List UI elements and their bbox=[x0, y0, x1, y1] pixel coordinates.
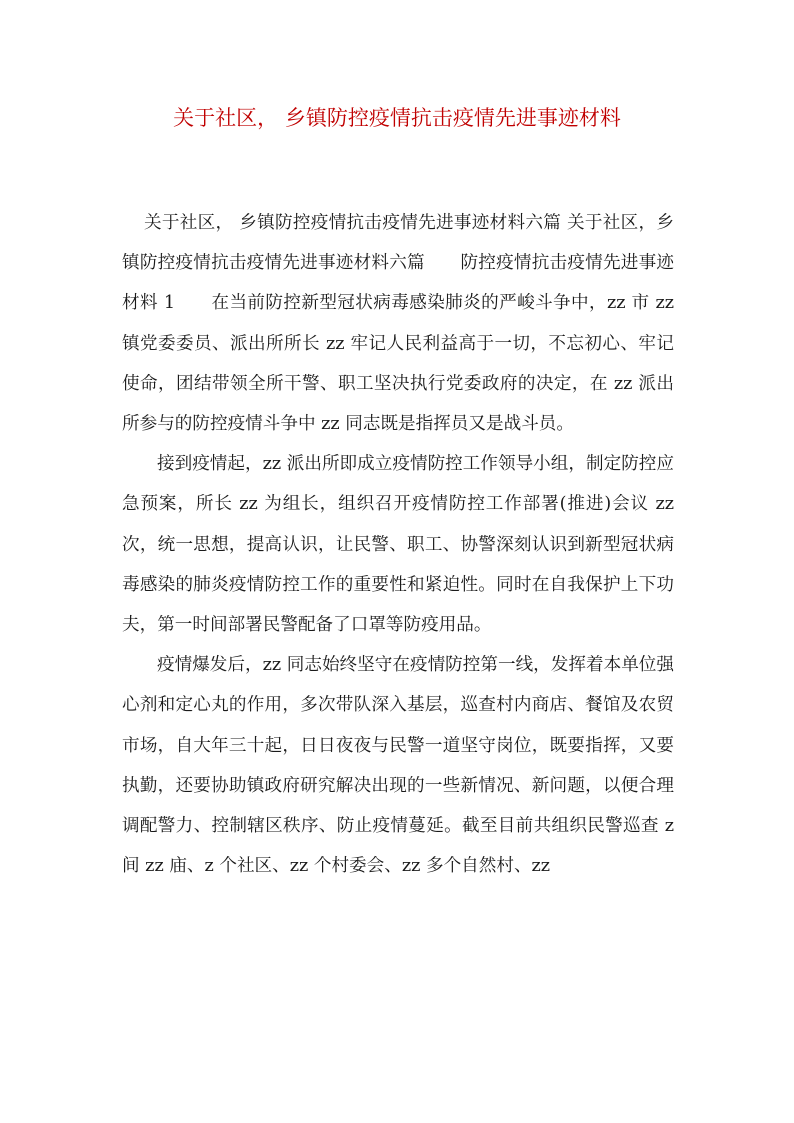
document-title: 关于社区， 乡镇防控疫情抗击疫情先进事迹材料 bbox=[173, 106, 621, 130]
paragraph-2: 接到疫情起，zz 派出所即成立疫情防控工作领导小组，制定防控应急预案，所长 zz 为组长，组织召开疫情防控工作部署(推进)会议 zz 次，统一思想，提高认识，让民警、职工、协警深刻认识到新型冠状病毒感染的肺炎疫情防控工作的重要性和紧迫性。同时在自我保护上下功夫，第一时间部署民警配备了口罩等防疫用品。 bbox=[122, 454, 674, 636]
paragraph-3: 疫情爆发后，zz 同志始终坚守在疫情防控第一线，发挥着本单位强心剂和定心丸的作用，多次带队深入基层，巡查村内商店、餐馆及农贸市场，自大年三十起，日日夜夜与民警一道坚守岗位，既要指挥，又要执勤，还要协助镇政府研究解决出现的一些新情况、新问题，以便合理调配警力、控制辖区秩序、防止疫情蔓延。截至目前共组织民警巡查 z 间 zz 庙、z 个社区、zz 个村委会、zz 多个自然村、zz bbox=[122, 655, 674, 877]
paragraph-1: 关于社区， 乡镇防控疫情抗击疫情先进事迹材料六篇 关于社区，乡镇防控疫情抗击疫情先进事迹材料六篇 防控疫情抗击疫情先进事迹材料 1 在当前防控新型冠状病毒感染肺炎的严峻斗争中，zz 市 zz 镇党委委员、派出所所长 zz 牢记人民利益高于一切，不忘初心、牢记使命，团结带领全所干警、职工坚决执行党委政府的决定，在 zz 派出所参与的防控疫情斗争中 zz 同志既是指挥员又是战斗员。 bbox=[122, 213, 674, 435]
document-body bbox=[122, 203, 674, 886]
